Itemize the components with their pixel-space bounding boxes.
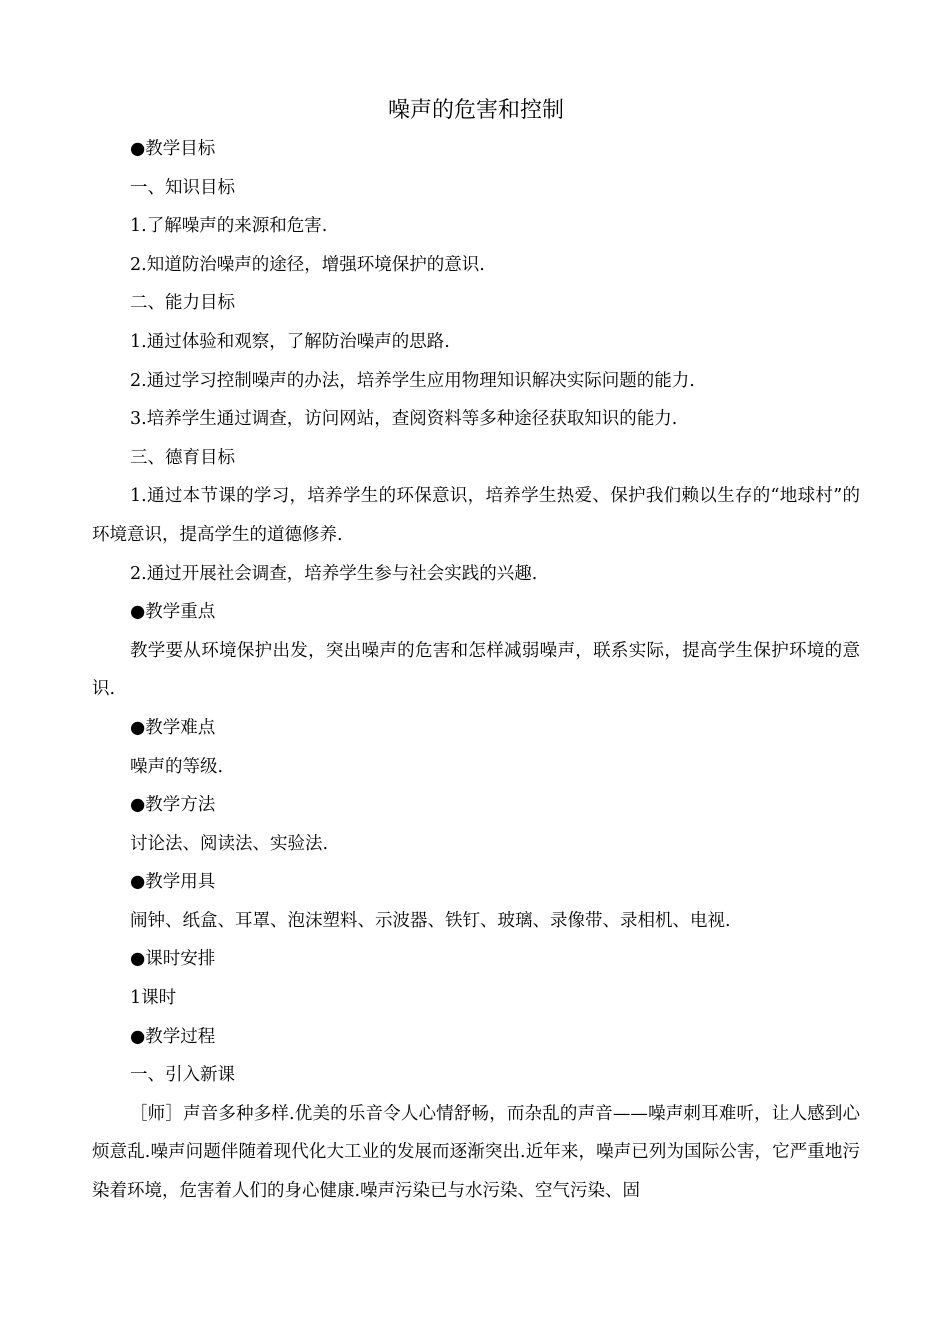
heading-teaching-process: ●教学过程 — [130, 1026, 216, 1047]
document-page — [92, 92, 860, 1211]
moral-objective-2: 2.通过开展社会调查，培养学生参与社会实践的兴趣. — [130, 563, 538, 584]
document-title: 噪声的危害和控制 — [387, 98, 564, 123]
ability-objective-1: 1.通过体验和观察，了解防治噪声的思路. — [130, 331, 450, 352]
subheading-introduce-lesson: 一、引入新课 — [130, 1065, 235, 1086]
subheading-ability-objectives: 二、能力目标 — [130, 293, 235, 314]
heading-teaching-methods: ●教学方法 — [130, 795, 216, 816]
moral-objective-1: 1.通过本节课的学习，培养学生的环保意识，培养学生热爱、保护我们赖以生存的“地球村”的环境意识，提高学生的道德修养. — [92, 486, 860, 545]
key-points-text: 教学要从环境保护出发，突出噪声的危害和怎样减弱噪声，联系实际，提高学生保护环境的意识. — [92, 640, 860, 700]
heading-class-hours: ●课时安排 — [130, 949, 216, 970]
heading-teaching-tools: ●教学用具 — [130, 872, 216, 893]
heading-key-points: ●教学重点 — [130, 602, 216, 623]
teaching-tools-text: 闹钟、纸盒、耳罩、泡沫塑料、示波器、铁钉、玻璃、录像带、录相机、电视. — [130, 910, 731, 931]
introduce-lesson-text: ［师］声音多种多样.优美的乐音令人心情舒畅，而杂乱的声音——噪声刺耳难听，让人感到心烦意乱.噪声问题伴随着现代化大工业的发展而逐渐突出.近年来，噪声已列为国际公害，它严重地污染着环境，危害着人们的身心健康.噪声污染已与水污染、空气污染、固 — [92, 1103, 860, 1202]
difficult-points-text: 噪声的等级. — [130, 756, 224, 777]
knowledge-objective-1: 1.了解噪声的来源和危害. — [130, 216, 328, 237]
class-hours-text: 1课时 — [130, 988, 177, 1009]
heading-teaching-objectives: ●教学目标 — [130, 139, 216, 159]
knowledge-objective-2: 2.知道防治噪声的途径，增强环境保护的意识. — [130, 254, 485, 275]
teaching-methods-text: 讨论法、阅读法、实验法. — [130, 833, 329, 854]
subheading-moral-objectives: 三、德育目标 — [130, 447, 235, 468]
ability-objective-3: 3.培养学生通过调查，访问网站，查阅资料等多种途径获取知识的能力. — [130, 409, 678, 430]
ability-objective-2: 2.通过学习控制噪声的办法，培养学生应用物理知识解决实际问题的能力. — [130, 370, 695, 391]
subheading-knowledge-objectives: 一、知识目标 — [130, 177, 235, 198]
heading-difficult-points: ●教学难点 — [130, 717, 216, 738]
